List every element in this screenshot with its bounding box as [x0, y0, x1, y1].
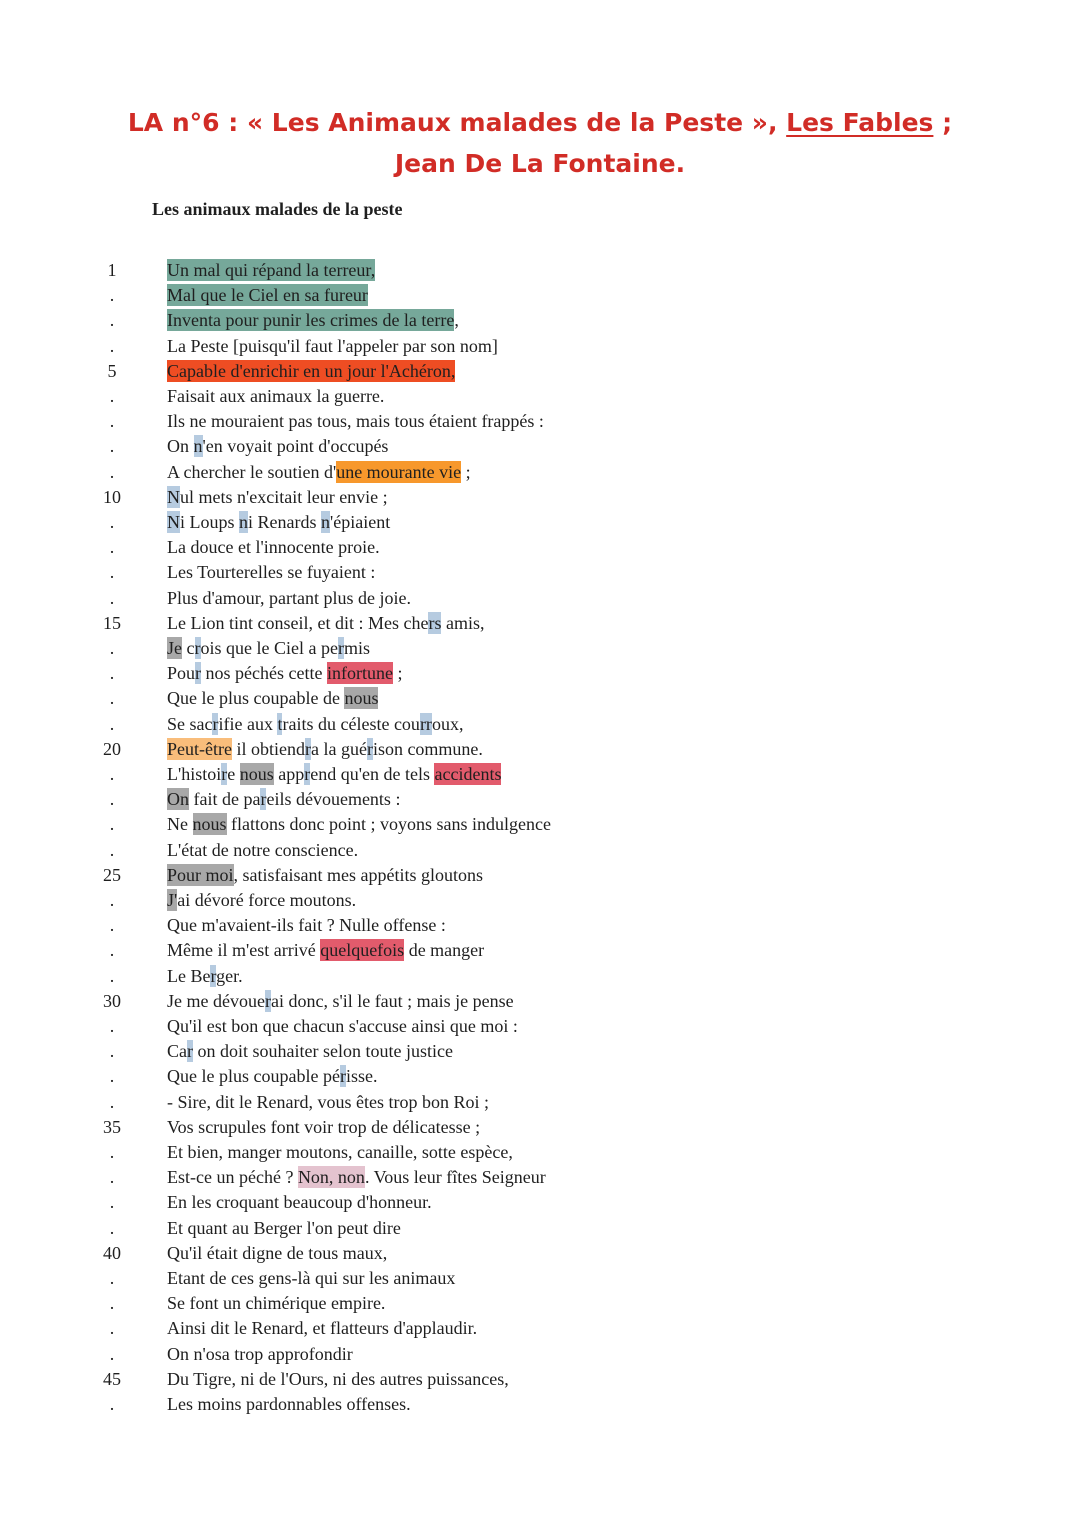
highlighted-text: Peut-être [167, 738, 232, 759]
verse-segment: Du Tigre, ni de l'Ours, ni des autres puissances, [167, 1368, 509, 1389]
line-number: . [109, 764, 115, 784]
poem-line [0, 586, 1080, 611]
highlighted-text: t [277, 713, 283, 734]
poem-line [0, 686, 1080, 711]
line-number: 1 [107, 260, 117, 280]
poem-line [0, 1090, 1080, 1115]
poem-line [0, 1291, 1080, 1316]
verse-segment: Plus d'amour, partant plus de joie. [167, 587, 411, 608]
line-number: . [109, 285, 115, 306]
line-number: 30 [103, 990, 121, 1011]
poem-line [0, 434, 1080, 459]
highlighted-text: n [239, 512, 249, 532]
line-number: . [109, 1066, 115, 1087]
verse-text [167, 938, 484, 963]
line-number: . [109, 411, 115, 432]
highlighted-text: N [167, 486, 180, 507]
poem-line [0, 1064, 1080, 1089]
poem-title: Les animaux malades de la peste [152, 199, 403, 219]
highlighted-text: Je [167, 638, 182, 658]
verse-segment: On n'osa trop approfondir [167, 1343, 353, 1364]
highlighted-text: nous [344, 688, 379, 709]
poem-line [0, 359, 1080, 384]
verse-segment: Je me dévoue [167, 990, 265, 1011]
line-number: . [109, 965, 115, 986]
verse-text [167, 1266, 455, 1291]
highlighted-text: r [264, 990, 271, 1011]
verse-segment: isse. [345, 1066, 378, 1087]
highlighted-text: r [304, 764, 311, 784]
line-number: . [109, 562, 115, 583]
highlighted-text: Un mal qui répand la terreur, [167, 260, 376, 280]
verse-segment: Qu'il était digne de tous maux, [167, 1242, 388, 1263]
verse-segment: app [273, 764, 305, 784]
poem-line [0, 737, 1080, 762]
highlighted-text: nous [192, 814, 227, 835]
verse-segment: Le Be [167, 965, 211, 986]
poem-line [0, 1266, 1080, 1291]
poem-line [0, 1014, 1080, 1039]
line-number: . [109, 940, 115, 961]
poem-line [0, 409, 1080, 434]
verse-text [167, 384, 384, 409]
highlighted-text: Mal que le Ciel en sa fureur [167, 285, 368, 306]
highlighted-text: nous [239, 764, 274, 784]
poem-line [0, 1115, 1080, 1140]
verse-text [167, 535, 380, 560]
page-title-line-1 [0, 102, 1080, 143]
verse-segment: La Peste [puisqu'il faut l'appeler par son nom] [167, 335, 498, 356]
verse-segment: Ainsi dit le Renard, et flatteurs d'applaudir. [167, 1318, 478, 1339]
verse-segment: eils dévouements : [266, 789, 401, 810]
verse-segment: i Renards [248, 512, 321, 532]
verse-segment: ai donc, s'il le faut ; mais je pense [270, 990, 514, 1011]
line-number: 15 [103, 612, 121, 633]
verse-segment: Faisait aux animaux la guerre. [167, 386, 385, 406]
verse-text [167, 888, 356, 913]
verse-segment: Et quant au Berger l'on peut dire [167, 1217, 401, 1238]
highlighted-text: quelquefois [320, 940, 405, 961]
verse-text [167, 1392, 411, 1417]
line-number: . [109, 1217, 115, 1238]
line-number: . [109, 1142, 115, 1162]
line-number: . [109, 386, 115, 406]
poem-line [0, 712, 1080, 737]
verse-segment: fait de pa [189, 789, 261, 810]
verse-text [167, 964, 243, 989]
verse-text [167, 636, 370, 661]
verse-segment: on doit souhaiter selon toute justice [193, 1041, 453, 1062]
line-number: . [109, 310, 115, 331]
highlighted-text: une mourante vie [336, 461, 462, 482]
verse-segment: Pou [167, 663, 196, 684]
line-number: 5 [107, 360, 117, 381]
poem-line [0, 787, 1080, 812]
verse-segment: de manger [404, 940, 485, 961]
verse-segment: Le Lion tint conseil, et dit : Mes che [167, 612, 429, 633]
line-number: 25 [103, 864, 121, 885]
verse-segment: ger. [216, 965, 243, 986]
poem-line [0, 913, 1080, 938]
verse-segment: mis [343, 638, 370, 658]
verse-segment: , satisfaisant mes appétits gloutons [233, 864, 483, 885]
verse-segment: ul mets n'excitait leur envie ; [180, 486, 388, 507]
verse-text [167, 586, 411, 611]
verse-segment: a la gué [310, 738, 367, 759]
verse-text [167, 485, 388, 510]
verse-text [167, 1039, 453, 1064]
poem-line [0, 888, 1080, 913]
verse-segment: i Loups [180, 512, 240, 532]
line-number: . [109, 587, 115, 608]
line-number: . [109, 1318, 115, 1339]
highlighted-text: N [167, 512, 180, 532]
verse-text [167, 510, 390, 535]
poem-line [0, 283, 1080, 308]
verse-segment: e [227, 764, 240, 784]
verse-segment: amis, [441, 612, 485, 633]
verse-segment: Se sac [167, 713, 213, 734]
poem-line [0, 812, 1080, 837]
line-number: . [109, 461, 115, 482]
poem-line [0, 334, 1080, 359]
line-number: 40 [103, 1242, 121, 1263]
verse-text [167, 258, 375, 283]
verse-segment: Que m'avaient-ils fait ? Nulle offense : [167, 915, 446, 936]
poem-line [0, 611, 1080, 636]
verse-segment: La douce et l'innocente proie. [167, 537, 380, 558]
verse-text [167, 1291, 385, 1316]
verse-segment: flattons donc point ; voyons sans indulgence [226, 814, 551, 835]
poem-line [0, 384, 1080, 409]
verse-text [167, 1165, 546, 1190]
line-number: . [109, 839, 115, 860]
verse-segment: Les moins pardonnables offenses. [167, 1394, 411, 1414]
title-prefix: LA n°6 : « Les Animaux malades de la Peste », [127, 108, 787, 137]
highlighted-text: On [167, 789, 189, 810]
poem-line [0, 1342, 1080, 1367]
verse-text [167, 686, 378, 711]
highlighted-text: Capable d'enrichir en un jour l'Achéron, [167, 360, 456, 381]
verse-text [167, 334, 498, 359]
poem-line [0, 661, 1080, 686]
highlighted-text: J' [167, 890, 178, 910]
highlighted-text: n [321, 512, 330, 532]
highlighted-text: r [195, 663, 202, 684]
verse-text [167, 1115, 480, 1140]
poem-line [0, 1392, 1080, 1417]
verse-text [167, 1216, 401, 1241]
line-number: . [109, 789, 115, 810]
verse-text [167, 863, 483, 888]
verse-segment: ois que le Ciel a pe [200, 638, 338, 658]
verse-segment: Même il m'est arrivé [167, 940, 321, 961]
verse-segment: Qu'il est bon que chacun s'accuse ainsi que moi : [167, 1016, 518, 1036]
verse-text [167, 359, 455, 384]
highlighted-text: r [187, 1041, 193, 1062]
verse-segment: On [167, 436, 194, 457]
line-number: . [109, 436, 115, 457]
verse-segment: raits du céleste cou [282, 713, 420, 734]
verse-segment: c [182, 638, 195, 658]
line-number: . [109, 1041, 115, 1062]
poem-line [0, 636, 1080, 661]
line-number: . [109, 890, 115, 910]
highlighted-text: r [221, 764, 228, 784]
verse-text [167, 1190, 432, 1215]
verse-text [167, 560, 375, 585]
verse-segment: ; [392, 663, 403, 684]
highlighted-text: rs [428, 612, 442, 633]
verse-text [167, 712, 463, 737]
verse-segment: Etant de ces gens-là qui sur les animaux [167, 1268, 456, 1288]
verse-segment: oux, [431, 713, 464, 734]
verse-segment: En les croquant beaucoup d'honneur. [167, 1192, 432, 1213]
verse-text [167, 1140, 513, 1165]
page-title-line-2: Jean De La Fontaine. [394, 149, 686, 178]
line-number: . [109, 537, 115, 558]
verse-text [167, 812, 551, 837]
line-number: . [109, 688, 115, 709]
title-work: Les Fables [786, 108, 934, 137]
verse-segment: , [454, 310, 459, 331]
highlighted-text: rr [419, 713, 432, 734]
verse-segment: Ca [167, 1041, 187, 1062]
poem-line [0, 1190, 1080, 1215]
highlighted-text: r [337, 638, 344, 658]
verse-segment: ; [461, 461, 471, 482]
verse-text [167, 1342, 353, 1367]
verse-segment: ison commune. [372, 738, 483, 759]
poem-line [0, 1165, 1080, 1190]
verse-text [167, 434, 388, 459]
highlighted-text: Inventa pour punir les crimes de la terre [167, 310, 455, 331]
highlighted-text: r [304, 738, 311, 759]
verse-segment: Vos scrupules font voir trop de délicatesse ; [167, 1116, 481, 1137]
line-number: . [109, 1343, 115, 1364]
verse-text [167, 787, 400, 812]
poem-line [0, 762, 1080, 787]
line-number: 35 [103, 1116, 121, 1137]
poem-line [0, 1216, 1080, 1241]
line-number: . [109, 1167, 115, 1188]
poem-line [0, 308, 1080, 333]
highlighted-text: Pour moi [167, 864, 234, 885]
poem-line [0, 1140, 1080, 1165]
highlighted-text: n [193, 436, 203, 457]
highlighted-text: r [212, 713, 219, 734]
verse-text [167, 737, 483, 762]
verse-segment: ifie aux [218, 713, 278, 734]
line-number: 10 [103, 486, 121, 507]
verse-segment: - Sire, dit le Renard, vous êtes trop bon Roi ; [167, 1091, 489, 1112]
line-number: . [109, 814, 115, 835]
line-number: . [109, 713, 115, 734]
poem-line [0, 1316, 1080, 1341]
poem-line [0, 258, 1080, 283]
highlighted-text: infortune [326, 663, 393, 684]
poem-line [0, 938, 1080, 963]
line-number: . [109, 1394, 115, 1414]
poem-line [0, 510, 1080, 535]
verse-segment: Que le plus coupable pé [167, 1066, 340, 1087]
line-number: . [109, 512, 115, 532]
verse-text [167, 409, 544, 434]
verse-text [167, 913, 446, 938]
verse-segment: Et bien, manger moutons, canaille, sotte espèce, [167, 1142, 513, 1162]
verse-text [167, 611, 484, 636]
highlighted-text: r [260, 789, 267, 810]
poem-line [0, 460, 1080, 485]
poem-line [0, 989, 1080, 1014]
verse-text [167, 762, 501, 787]
verse-segment: il obtiend [231, 738, 305, 759]
line-number: . [109, 1016, 115, 1036]
verse-segment: A chercher le soutien d' [167, 461, 337, 482]
poem-line [0, 964, 1080, 989]
line-number: . [109, 1268, 115, 1288]
verse-text [167, 283, 368, 308]
verse-text [167, 1064, 377, 1089]
line-number: 45 [103, 1368, 121, 1389]
verse-text [167, 1014, 518, 1039]
poem-line [0, 560, 1080, 585]
verse-text [167, 1367, 509, 1392]
verse-segment: 'épiaient [330, 512, 391, 532]
highlighted-text: r [194, 638, 201, 658]
verse-text [167, 1316, 477, 1341]
line-number: . [109, 915, 115, 936]
line-number: . [109, 1091, 115, 1112]
verse-text [167, 308, 459, 333]
poem-line [0, 1241, 1080, 1266]
verse-segment: L'histoi [167, 764, 222, 784]
poem-line [0, 1039, 1080, 1064]
highlighted-text: r [339, 1066, 346, 1087]
poem-line [0, 863, 1080, 888]
verse-segment: L'état de notre conscience. [167, 839, 359, 860]
verse-segment: . Vous leur fîtes Seigneur [364, 1167, 546, 1188]
verse-segment: ai dévoré force moutons. [177, 890, 357, 910]
verse-segment: Les Tourterelles se fuyaient : [167, 562, 376, 583]
highlighted-text: r [366, 738, 373, 759]
verse-text [167, 989, 514, 1014]
poem-line [0, 535, 1080, 560]
line-number: . [109, 1192, 115, 1213]
highlighted-text: r [210, 965, 217, 986]
title-suffix: ; [933, 108, 953, 137]
verse-segment: Que le plus coupable de [167, 688, 345, 709]
verse-segment: 'en voyait point d'occupés [202, 436, 389, 457]
line-number: . [109, 335, 115, 356]
verse-segment: Ils ne mouraient pas tous, mais tous étaient frappés : [167, 411, 544, 432]
poem-line [0, 485, 1080, 510]
poem-line [0, 1367, 1080, 1392]
verse-segment: Ne [167, 814, 193, 835]
highlighted-text: Non, non [297, 1167, 365, 1188]
verse-text [167, 460, 471, 485]
line-number: 20 [103, 738, 121, 759]
line-number: . [109, 638, 115, 658]
verse-text [167, 838, 358, 863]
verse-segment: Se font un chimérique empire. [167, 1293, 386, 1314]
verse-segment: end qu'en de tels [310, 764, 435, 784]
poem-line [0, 838, 1080, 863]
verse-text [167, 1241, 387, 1266]
line-number: . [109, 663, 115, 684]
verse-text [167, 1090, 489, 1115]
verse-segment: nos péchés cette [201, 663, 327, 684]
verse-text [167, 661, 402, 686]
highlighted-text: accidents [434, 764, 502, 784]
line-number: . [109, 1293, 115, 1314]
verse-segment: Est-ce un péché ? [167, 1167, 298, 1188]
